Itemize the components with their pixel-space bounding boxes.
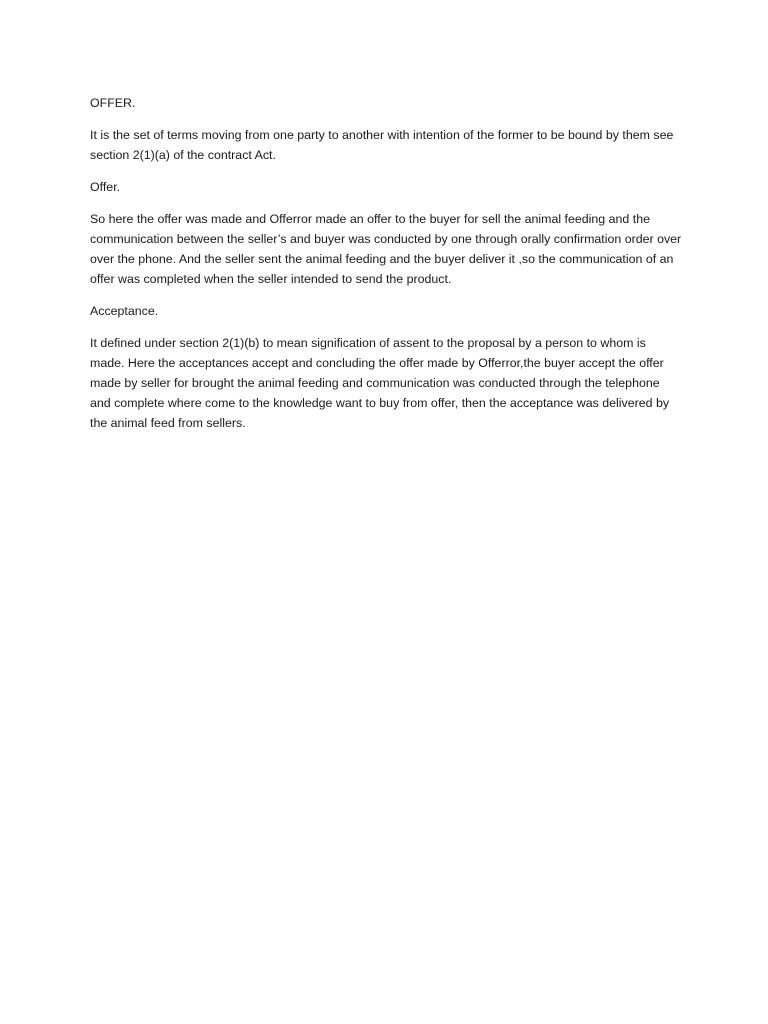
- heading-offer-caps: OFFER.: [90, 96, 136, 110]
- paragraph-offer-facts: So here the offer was made and Offerror made an offer to the buyer for sell the animal feeding and the communication between the seller’s and buyer was conducted by one through orally confirmation order over over the phone. And the seller sent the animal feeding and the buyer deliver it ,so the communication of an offer was completed when the seller intended to send the product.: [90, 212, 682, 286]
- heading-offer: Offer.: [90, 180, 121, 194]
- heading-acceptance: Acceptance.: [90, 304, 159, 318]
- paragraph-offer-definition: It is the set of terms moving from one party to another with intention of the former to be bound by them see section 2(1)(a) of the contract Act.: [90, 128, 674, 162]
- document-body: [90, 93, 682, 445]
- paragraph-acceptance: It defined under section 2(1)(b) to mean signification of assent to the proposal by a person to whom is made. Here the acceptances accept and concluding the offer made by Offerror,the buyer accept the offer made by seller for brought the animal feeding and communication was conducted through the telephone and complete where come to the knowledge want to buy from offer, then the acceptance was delivered by the animal feed from sellers.: [90, 336, 670, 430]
